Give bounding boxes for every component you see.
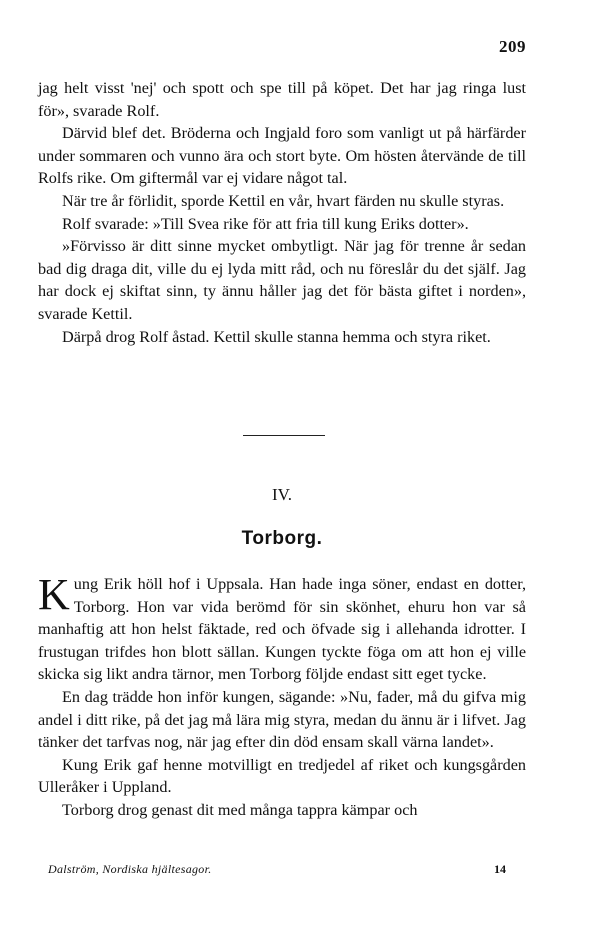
paragraph: Rolf svarade: »Till Svea rike för att fria till kung Eriks dotter».	[62, 214, 469, 233]
page-number: 209	[499, 37, 526, 56]
paragraph: »Förvisso är ditt sinne mycket ombytligt. När jag för trenne år sedan bad dig draga dit, ville du ej lyda mitt råd, och nu föreslår du det själf. Jag har dock ej skiftat sinn, ty ännu håller jag det för bästa giftet i norden», svarade Kettil.	[38, 237, 526, 323]
previous-chapter-text	[38, 77, 526, 348]
chapter-numeral: IV.	[272, 485, 292, 504]
chapter-text	[38, 570, 526, 822]
drop-cap: K	[38, 570, 70, 619]
paragraph: Torborg drog genast dit med många tappra kämpar och	[62, 800, 418, 819]
section-divider	[243, 435, 325, 436]
paragraph: Därpå drog Rolf åstad. Kettil skulle stanna hemma och styra riket.	[62, 327, 491, 346]
paragraph: När tre år förlidit, sporde Kettil en vår, hvart färden nu skulle styras.	[62, 191, 505, 210]
opening-paragraph-text: ung Erik höll hof i Uppsala. Han hade inga söner, endast en dotter, Torborg. Hon var vida berömd för sin skönhet, ehuru hon var så manhaftig att hon helst fäktade, red och öfvade sig i allehanda idrotter. I frustugan trifdes hon blott sällan. Kungen tyckte föga om att hon ej ville skicka sig likt andra tärnor, men Torborg följde endast sitt eget tycke.	[38, 575, 526, 684]
chapter-title: Torborg.	[241, 528, 323, 549]
sheet-number: 14	[494, 862, 506, 876]
paragraph: Därvid blef det. Bröderna och Ingjald foro som vanligt ut på härfärder under sommaren och vunno ära och stort byte. Om hösten återvände de till Rolfs rike. Om giftermål var ej vidare något tal.	[38, 124, 526, 188]
book-page	[38, 0, 526, 930]
footer-source: Dalström, Nordiska hjältesagor.	[48, 862, 212, 876]
paragraph: Kung Erik gaf henne motvilligt en tredjedel af riket och kungsgården Ulleråker i Uppland.	[38, 755, 526, 797]
opening-paragraph	[38, 570, 526, 686]
paragraph: jag helt visst 'nej' och spott och spe till på köpet. Det har jag ringa lust för», svarade Rolf.	[38, 79, 526, 120]
paragraph: En dag trädde hon inför kungen, sägande: »Nu, fader, må du gifva mig andel i ditt rike, på det jag må lära mig styra, medan du ännu är i lifvet. Jag tänker det tarfvas nog, när jag efter din död ensam skall värna landet».	[38, 687, 526, 752]
